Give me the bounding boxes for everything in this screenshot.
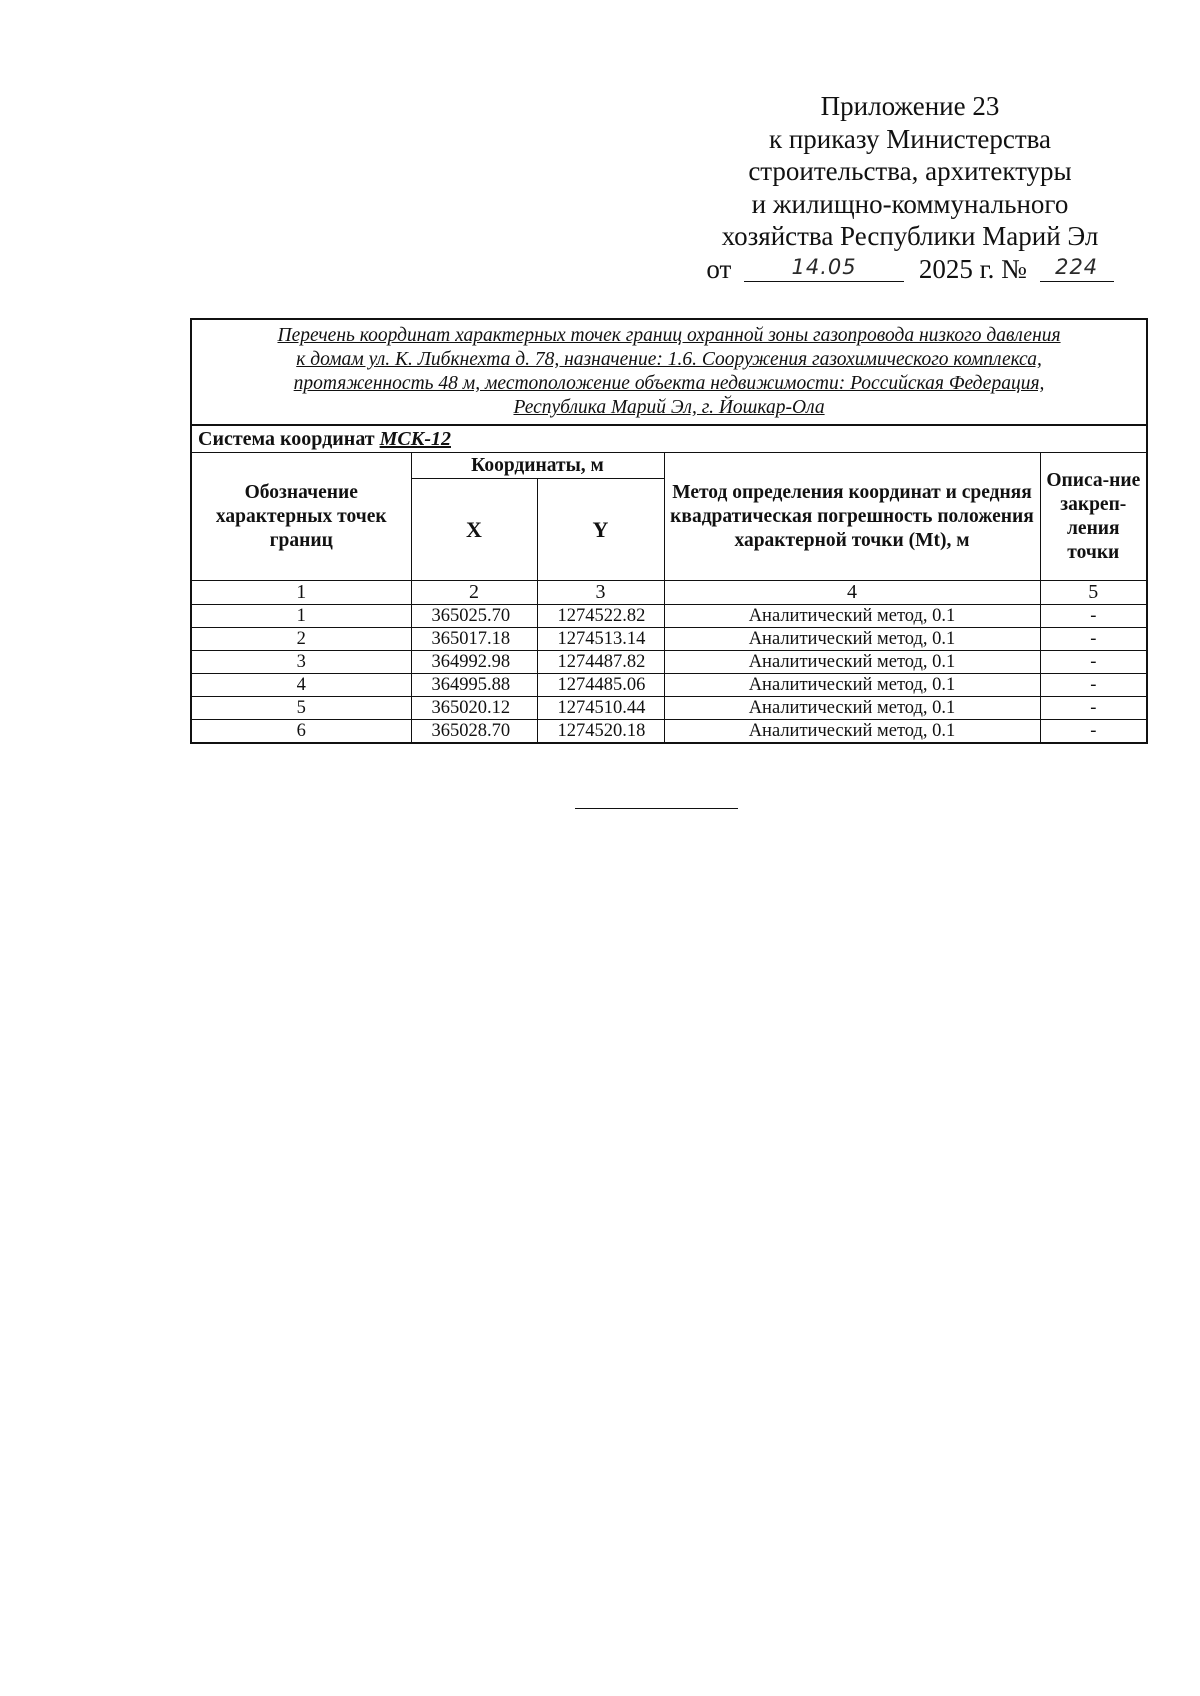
col-header-x: X: [411, 479, 537, 581]
col-header-description: Описа-ние закреп-ления точки: [1040, 453, 1147, 581]
coordinate-system-value: МСК-12: [379, 427, 451, 450]
coord-y: 1274510.44: [537, 697, 664, 720]
method: Аналитический метод, 0.1: [664, 697, 1040, 720]
point-id: 6: [191, 720, 411, 744]
order-number-field: [1040, 253, 1114, 282]
table-row: [191, 697, 1147, 720]
column-number-row: [191, 581, 1147, 605]
table-row: [191, 628, 1147, 651]
description: -: [1040, 628, 1147, 651]
method: Аналитический метод, 0.1: [664, 628, 1040, 651]
table-title-line-4: Республика Марий Эл, г. Йошкар-Ола: [513, 397, 825, 418]
order-date-field: [744, 253, 904, 282]
column-number: 5: [1040, 581, 1147, 605]
column-number: 4: [664, 581, 1040, 605]
header-line-ministry-3: хозяйства Республики Марий Эл: [721, 221, 1099, 251]
table-title: [191, 319, 1147, 425]
coordinate-system-label: Система координат: [198, 427, 375, 450]
column-number: 3: [537, 581, 664, 605]
order-year-text: 2025 г. №: [918, 253, 1027, 284]
method: Аналитический метод, 0.1: [664, 605, 1040, 628]
coord-x: 365017.18: [411, 628, 537, 651]
order-number-handwritten: 224: [1055, 254, 1099, 279]
description: -: [1040, 651, 1147, 674]
point-id: 5: [191, 697, 411, 720]
table-title-line-1: Перечень координат характерных точек границ охранной зоны газопровода низкого давления: [277, 325, 1061, 346]
coordinate-system-row: [191, 425, 1147, 453]
header-line-appendix: Приложение 23: [820, 91, 1000, 121]
point-id: 2: [191, 628, 411, 651]
description: -: [1040, 674, 1147, 697]
table-row: [191, 605, 1147, 628]
col-header-coordinates: Координаты, м: [411, 453, 664, 479]
method: Аналитический метод, 0.1: [664, 674, 1040, 697]
method: Аналитический метод, 0.1: [664, 720, 1040, 744]
header-line-order: к приказу Министерства: [768, 123, 1052, 154]
coord-y: 1274485.06: [537, 674, 664, 697]
method: Аналитический метод, 0.1: [664, 651, 1040, 674]
coordinates-table: [190, 318, 1148, 744]
end-of-document-rule: [575, 808, 738, 809]
coord-y: 1274487.82: [537, 651, 664, 674]
point-id: 4: [191, 674, 411, 697]
col-header-point: Обозначение характерных точек границ: [191, 453, 411, 581]
coord-x: 365028.70: [411, 720, 537, 744]
table-title-line-3: протяженность 48 м, местоположение объекта недвижимости: Российская Федерация,: [293, 373, 1045, 394]
point-id: 1: [191, 605, 411, 628]
table-row: [191, 674, 1147, 697]
coord-x: 365020.12: [411, 697, 537, 720]
description: -: [1040, 720, 1147, 744]
table-title-line-2: к домам ул. К. Либкнехта д. 78, назначение: 1.6. Сооружения газохимического комплекса,: [296, 349, 1042, 370]
table-row: [191, 720, 1147, 744]
appendix-header: [700, 90, 1120, 285]
header-line-ministry-1: строительства, архитектуры: [748, 156, 1072, 186]
coord-x: 364995.88: [411, 674, 537, 697]
col-header-y: Y: [537, 479, 664, 581]
coord-x: 364992.98: [411, 651, 537, 674]
coord-y: 1274513.14: [537, 628, 664, 651]
col-header-method: Метод определения координат и средняя квадратическая погрешность положения характерной точки (Mt), м: [664, 453, 1040, 581]
order-date-handwritten: 14.05: [791, 254, 857, 279]
coord-x: 365025.70: [411, 605, 537, 628]
table-row: [191, 651, 1147, 674]
header-line-ministry-2: и жилищно-коммунального: [751, 188, 1069, 219]
description: -: [1040, 697, 1147, 720]
description: -: [1040, 605, 1147, 628]
column-number: 2: [411, 581, 537, 605]
coord-y: 1274522.82: [537, 605, 664, 628]
order-date-line: [700, 253, 1120, 286]
coord-y: 1274520.18: [537, 720, 664, 744]
date-prefix: от: [706, 253, 732, 284]
point-id: 3: [191, 651, 411, 674]
column-number: 1: [191, 581, 411, 605]
